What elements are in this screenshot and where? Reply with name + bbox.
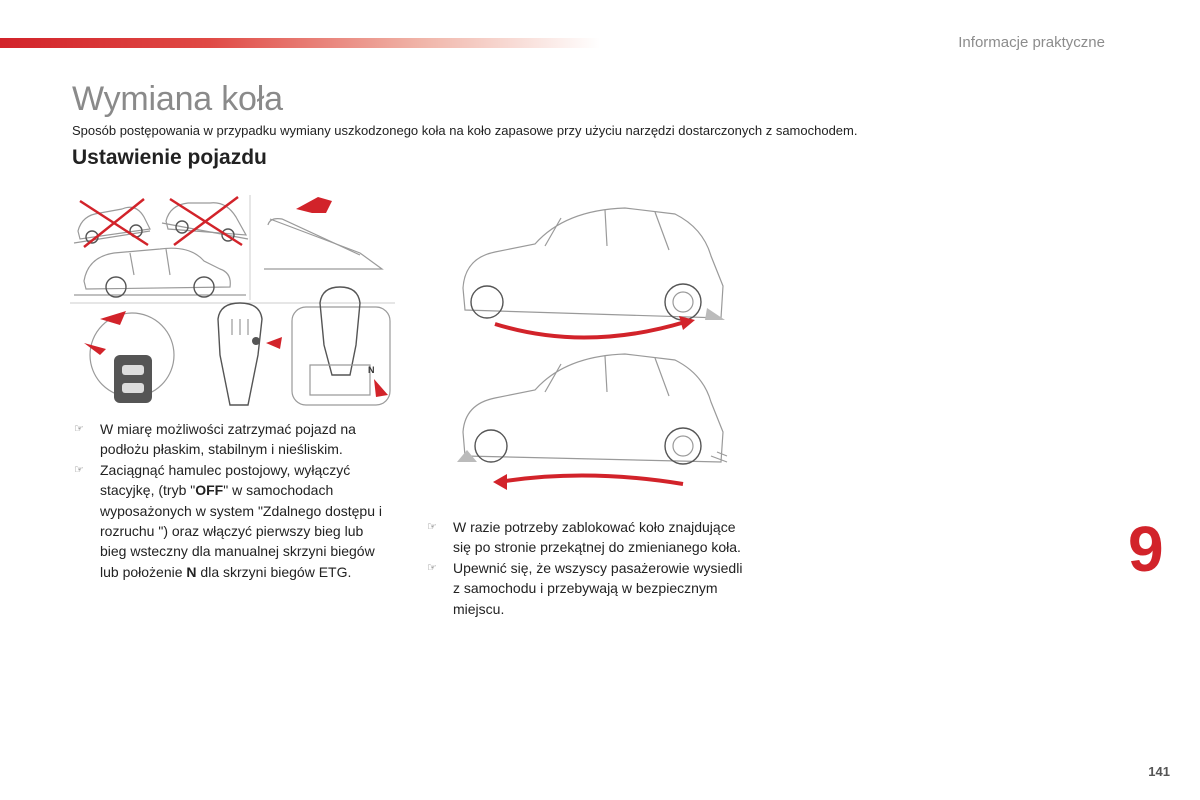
list-item: ☞ W razie potrzeby zablokować koło znajdujące się po stronie przekątnej do zmienianego koła.	[427, 519, 741, 556]
wheel-chock-illustrations	[455, 200, 740, 495]
section-subtitle: Ustawienie pojazdu	[72, 146, 267, 169]
section-title: Informacje praktyczne	[958, 34, 1105, 51]
instructions-right	[425, 517, 745, 619]
vehicle-positioning-illustrations	[70, 195, 395, 410]
list-item: ☞ Upewnić się, że wszyscy pasażerowie wysiedli z samochodu i przebywają w bezpiecznym miejscu.	[427, 559, 743, 617]
hand-pointer-icon: ☞	[74, 423, 84, 435]
header-accent-bar	[0, 38, 600, 48]
ignition-switch-icon	[84, 311, 174, 403]
parking-brake-icon	[264, 197, 382, 269]
instructions-left	[72, 419, 392, 582]
intro-text: Sposób postępowania w przypadku wymiany uszkodzonego koła na koło zapasowe przy użyciu narzędzi dostarczonych z samochodem.	[72, 123, 858, 138]
car-chocked-top-icon	[463, 208, 725, 338]
list-item: ☞ Zaciągnąć hamulec postojowy, wyłączyć stacyjkę, (tryb "OFF" w samochodach wyposażonych w system "Zdalnego dostępu i rozruchu ") oraz włączyć pierwszy bieg lub bieg wsteczny dla manualnej skrzyni biegów lub położenie N dla skrzyni biegów ETG.	[74, 461, 383, 580]
car-chocked-bottom-icon	[457, 354, 727, 490]
list-item: ☞ W miarę możliwości zatrzymać pojazd na podłożu płaskim, stabilnym i nieśliskim.	[74, 421, 356, 458]
chapter-number: 9	[1128, 513, 1164, 585]
gear-n-label: N	[368, 365, 375, 375]
hand-pointer-icon: ☞	[74, 463, 84, 476]
slope-car-1-icon	[74, 199, 150, 247]
slope-car-2-icon	[162, 197, 248, 245]
level-car-icon	[74, 248, 246, 297]
etg-gear-lever-icon	[292, 287, 390, 405]
hand-pointer-icon: ☞	[427, 521, 437, 533]
page-title: Wymiana koła	[72, 80, 283, 118]
page-number: 141	[1148, 764, 1170, 779]
manual-gear-lever-icon	[218, 303, 282, 405]
hand-pointer-icon: ☞	[427, 561, 437, 574]
